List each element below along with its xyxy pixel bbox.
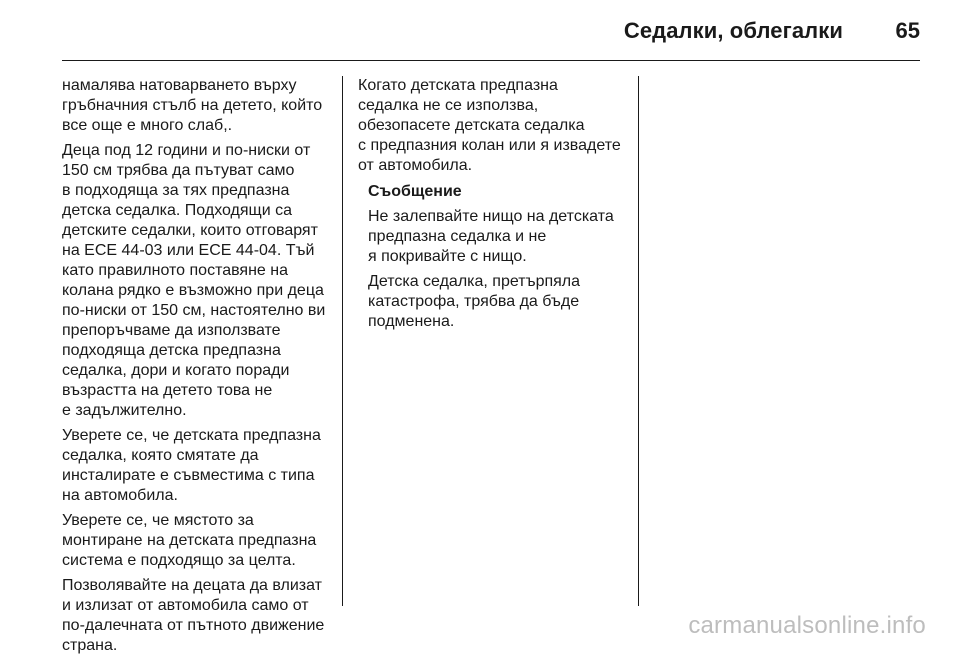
page-header <box>62 14 920 60</box>
paragraph: Уверете се, че мястото за монтиране на детската предпазна система е подходящо за целта. <box>62 512 317 569</box>
notice-heading: Съобщение <box>368 183 462 200</box>
notice-paragraph: Не залепвайте нищо на детската предпазна седалка и не я покривайте с нищо. <box>368 208 614 265</box>
paragraph: Позволявайте на децата да влизат и излизат от автомобила само от по-далечната от пътното движение страна. <box>62 577 325 654</box>
header-divider <box>62 60 920 61</box>
watermark: carmanualsonline.info <box>688 612 926 639</box>
paragraph: Уверете се, че детската предпазна седалка, която смятате да инсталирате е съвместима с типа на автомобила. <box>62 427 321 504</box>
notice-paragraph: Детска седалка, претърпяла катастрофа, трябва да бъде подменена. <box>368 273 581 330</box>
paragraph: Деца под 12 години и по-ниски от 150 см трябва да пътуват само в подходяща за тях предпазна детска седалка. Подходящи са детските седалки, които отговарят на ECE 44-03 или ECE 44-04. Тъй като правилното поставяне на колана рядко е възможно при деца по-ниски от 150 см, настоятелно ви препоръчваме да използвате подходяща детска предпазна седалка, дори и когато поради възрастта на детето това не е задължително. <box>62 142 326 419</box>
page-title: Седалки, облегалки <box>623 18 843 43</box>
notice-box <box>358 182 628 332</box>
paragraph: Когато детската предпазна седалка не се използва, обезопасете детската седалка с предпазния колан или я извадете от автомобила. <box>358 77 621 174</box>
paragraph: намалява натоварването върху гръбначния стълб на детето, който все още е много слаб,. <box>62 77 323 134</box>
page-number: 65 <box>895 18 920 43</box>
right-column <box>358 76 628 337</box>
column-divider <box>342 76 343 606</box>
left-column <box>62 76 330 661</box>
column-divider <box>638 76 639 606</box>
